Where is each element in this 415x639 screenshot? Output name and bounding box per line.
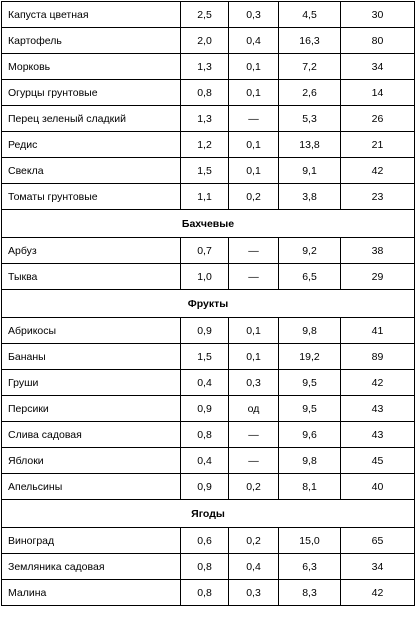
section-title: Фрукты — [2, 290, 415, 318]
carbs-cell: 3,8 — [279, 184, 341, 210]
fat-cell: 0,1 — [229, 344, 279, 370]
calories-cell: 23 — [341, 184, 415, 210]
table-row — [2, 238, 415, 264]
product-name-cell: Огурцы грунтовые — [2, 80, 181, 106]
product-name-cell: Слива садовая — [2, 422, 181, 448]
fat-cell: — — [229, 448, 279, 474]
carbs-cell: 9,8 — [279, 448, 341, 474]
calories-cell: 34 — [341, 554, 415, 580]
protein-cell: 1,0 — [181, 264, 229, 290]
fat-cell: 0,2 — [229, 184, 279, 210]
fat-cell: 0,1 — [229, 132, 279, 158]
protein-cell: 0,8 — [181, 422, 229, 448]
product-name-cell: Свекла — [2, 158, 181, 184]
calories-cell: 26 — [341, 106, 415, 132]
calories-cell: 41 — [341, 318, 415, 344]
table-row — [2, 318, 415, 344]
table-row — [2, 580, 415, 606]
fat-cell: 0,3 — [229, 370, 279, 396]
protein-cell: 0,4 — [181, 448, 229, 474]
fat-cell: 0,3 — [229, 2, 279, 28]
product-name-cell: Абрикосы — [2, 318, 181, 344]
product-name-cell: Редис — [2, 132, 181, 158]
product-name-cell: Апельсины — [2, 474, 181, 500]
carbs-cell: 15,0 — [279, 528, 341, 554]
protein-cell: 2,5 — [181, 2, 229, 28]
table-row — [2, 422, 415, 448]
product-name-cell: Арбуз — [2, 238, 181, 264]
table-row — [2, 448, 415, 474]
product-name-cell: Томаты грунтовые — [2, 184, 181, 210]
protein-cell: 0,6 — [181, 528, 229, 554]
table-row — [2, 54, 415, 80]
table-row — [2, 28, 415, 54]
product-name-cell: Тыква — [2, 264, 181, 290]
table-row — [2, 264, 415, 290]
carbs-cell: 9,8 — [279, 318, 341, 344]
table-row — [2, 554, 415, 580]
section-header-row — [2, 290, 415, 318]
carbs-cell: 2,6 — [279, 80, 341, 106]
carbs-cell: 7,2 — [279, 54, 341, 80]
protein-cell: 0,8 — [181, 580, 229, 606]
carbs-cell: 8,3 — [279, 580, 341, 606]
table-row — [2, 158, 415, 184]
table-row — [2, 528, 415, 554]
product-name-cell: Груши — [2, 370, 181, 396]
calories-cell: 43 — [341, 396, 415, 422]
calories-cell: 34 — [341, 54, 415, 80]
fat-cell: — — [229, 264, 279, 290]
product-name-cell: Персики — [2, 396, 181, 422]
protein-cell: 0,8 — [181, 80, 229, 106]
protein-cell: 0,7 — [181, 238, 229, 264]
calories-cell: 42 — [341, 580, 415, 606]
carbs-cell: 9,6 — [279, 422, 341, 448]
fat-cell: 0,1 — [229, 158, 279, 184]
calories-cell: 80 — [341, 28, 415, 54]
fat-cell: 0,4 — [229, 554, 279, 580]
carbs-cell: 9,2 — [279, 238, 341, 264]
fat-cell: 0,3 — [229, 580, 279, 606]
product-name-cell: Перец зеленый сладкий — [2, 106, 181, 132]
fat-cell: 0,1 — [229, 318, 279, 344]
table-row — [2, 184, 415, 210]
section-header-row — [2, 210, 415, 238]
fat-cell: 0,2 — [229, 528, 279, 554]
carbs-cell: 8,1 — [279, 474, 341, 500]
product-name-cell: Земляника садовая — [2, 554, 181, 580]
table-row — [2, 132, 415, 158]
protein-cell: 0,9 — [181, 318, 229, 344]
protein-cell: 0,9 — [181, 474, 229, 500]
calories-cell: 43 — [341, 422, 415, 448]
fat-cell: од — [229, 396, 279, 422]
table-body — [2, 2, 415, 606]
product-name-cell: Яблоки — [2, 448, 181, 474]
calories-cell: 30 — [341, 2, 415, 28]
product-name-cell: Малина — [2, 580, 181, 606]
product-name-cell: Морковь — [2, 54, 181, 80]
table-row — [2, 344, 415, 370]
protein-cell: 1,1 — [181, 184, 229, 210]
product-name-cell: Картофель — [2, 28, 181, 54]
protein-cell: 1,5 — [181, 344, 229, 370]
fat-cell: 0,1 — [229, 54, 279, 80]
fat-cell: 0,4 — [229, 28, 279, 54]
calories-cell: 29 — [341, 264, 415, 290]
calories-cell: 40 — [341, 474, 415, 500]
product-name-cell: Виноград — [2, 528, 181, 554]
carbs-cell: 6,5 — [279, 264, 341, 290]
calories-cell: 21 — [341, 132, 415, 158]
carbs-cell: 6,3 — [279, 554, 341, 580]
section-header-row — [2, 500, 415, 528]
protein-cell: 0,4 — [181, 370, 229, 396]
carbs-cell: 19,2 — [279, 344, 341, 370]
protein-cell: 2,0 — [181, 28, 229, 54]
carbs-cell: 4,5 — [279, 2, 341, 28]
table-row — [2, 80, 415, 106]
fat-cell: 0,1 — [229, 80, 279, 106]
nutrition-table — [1, 1, 415, 606]
protein-cell: 1,2 — [181, 132, 229, 158]
carbs-cell: 9,5 — [279, 396, 341, 422]
calories-cell: 38 — [341, 238, 415, 264]
carbs-cell: 16,3 — [279, 28, 341, 54]
section-title: Бахчевые — [2, 210, 415, 238]
protein-cell: 0,8 — [181, 554, 229, 580]
table-row — [2, 396, 415, 422]
fat-cell: — — [229, 238, 279, 264]
protein-cell: 1,3 — [181, 106, 229, 132]
calories-cell: 42 — [341, 158, 415, 184]
table-row — [2, 2, 415, 28]
calories-cell: 42 — [341, 370, 415, 396]
calories-cell: 65 — [341, 528, 415, 554]
section-title: Ягоды — [2, 500, 415, 528]
fat-cell: — — [229, 422, 279, 448]
calories-cell: 45 — [341, 448, 415, 474]
table-row — [2, 474, 415, 500]
fat-cell: 0,2 — [229, 474, 279, 500]
product-name-cell: Капуста цветная — [2, 2, 181, 28]
table-row — [2, 370, 415, 396]
carbs-cell: 13,8 — [279, 132, 341, 158]
carbs-cell: 9,1 — [279, 158, 341, 184]
protein-cell: 1,3 — [181, 54, 229, 80]
calories-cell: 89 — [341, 344, 415, 370]
carbs-cell: 5,3 — [279, 106, 341, 132]
protein-cell: 1,5 — [181, 158, 229, 184]
carbs-cell: 9,5 — [279, 370, 341, 396]
product-name-cell: Бананы — [2, 344, 181, 370]
fat-cell: — — [229, 106, 279, 132]
protein-cell: 0,9 — [181, 396, 229, 422]
calories-cell: 14 — [341, 80, 415, 106]
table-row — [2, 106, 415, 132]
